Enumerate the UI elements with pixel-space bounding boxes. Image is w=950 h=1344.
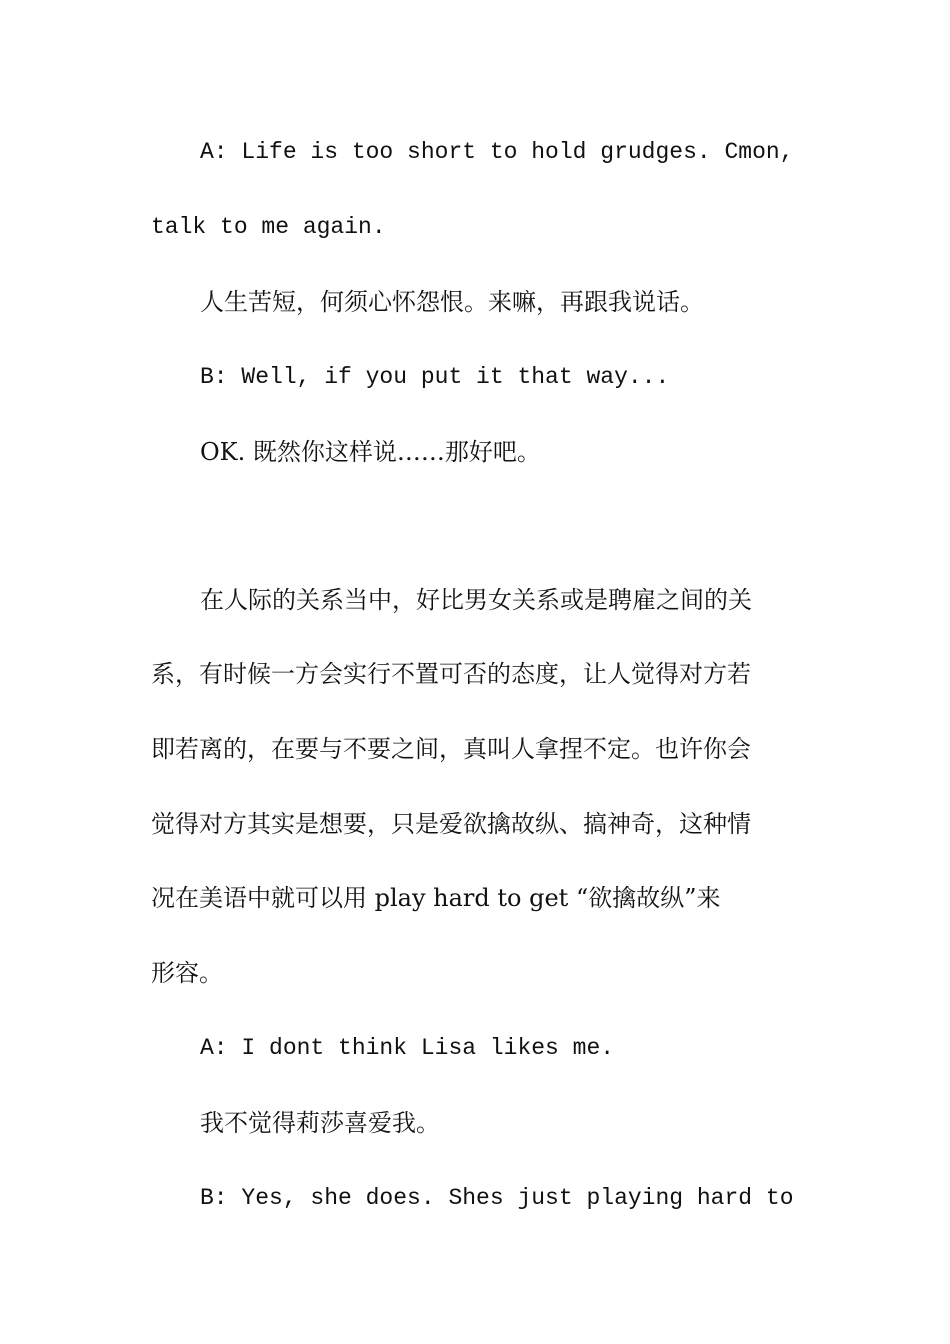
dialogue-line-b1-zh: OK. 既然你这样说……那好吧。 (200, 438, 541, 466)
dialogue-line-b1-en: B: Well, if you put it that way... (200, 364, 670, 390)
paragraph-line-2: 系，有时候一方会实行不置可否的态度，让人觉得对方若 (151, 660, 751, 688)
dialogue-line-a2-en: A: I dont think Lisa likes me. (200, 1035, 615, 1061)
dialogue-line-b2-en: B: Yes, she does. Shes just playing hard to (200, 1185, 794, 1211)
paragraph-line-4: 觉得对方其实是想要，只是爱欲擒故纵、搞神奇，这种情 (151, 810, 751, 838)
paragraph-line-5: 况在美语中就可以用 play hard to get “欲擒故纵”来 (151, 884, 721, 912)
dialogue-line-a2-zh: 我不觉得莉莎喜爱我。 (200, 1109, 440, 1137)
dialogue-line-a1-en-cont: talk to me again. (151, 214, 386, 240)
paragraph-line-3: 即若离的，在要与不要之间，真叫人拿捏不定。也许你会 (151, 735, 751, 763)
dialogue-line-a1-zh: 人生苦短，何须心怀怨恨。来嘛，再跟我说话。 (200, 288, 704, 316)
dialogue-line-a1-en: A: Life is too short to hold grudges. Cmon, (200, 139, 794, 165)
paragraph-line-6: 形容。 (151, 959, 223, 987)
paragraph-line-1: 在人际的关系当中，好比男女关系或是聘雇之间的关 (200, 586, 752, 614)
